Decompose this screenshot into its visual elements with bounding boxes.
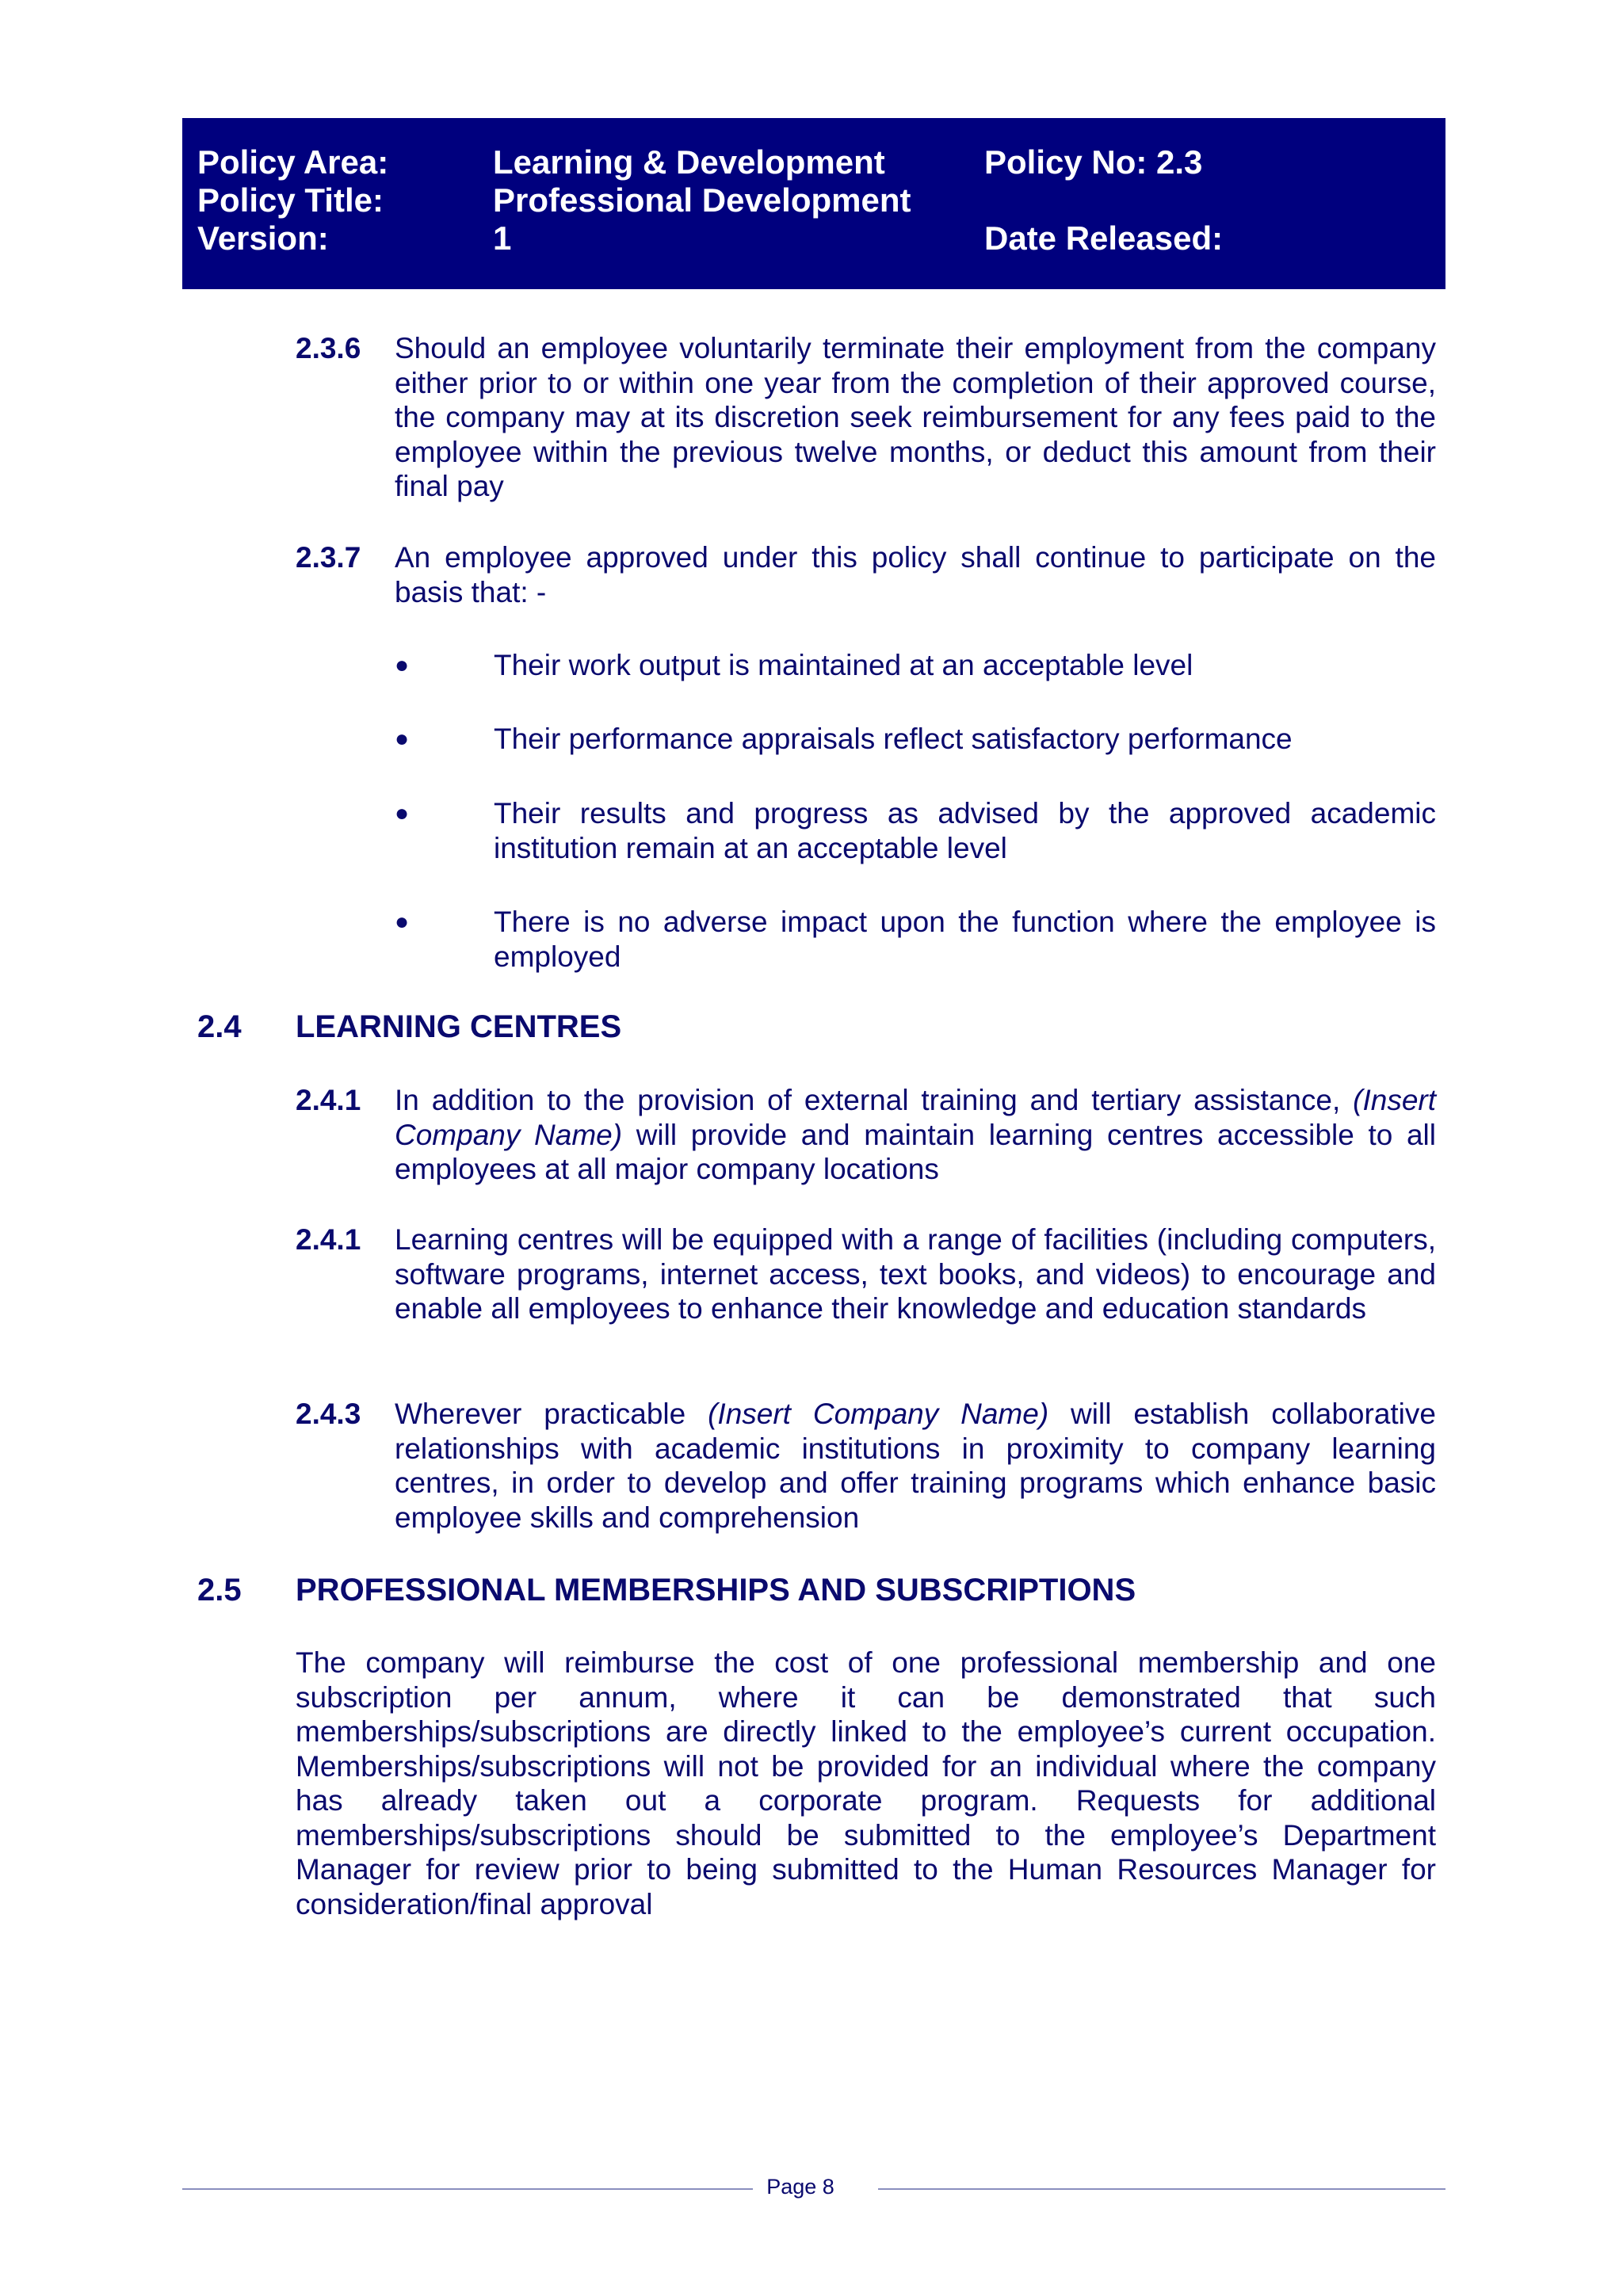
section-number-2-4: 2.4: [197, 1009, 242, 1044]
policy-area-value: Learning & Development: [493, 143, 885, 181]
policy-title-value: Professional Development: [493, 181, 911, 219]
clause-number-2-3-6: 2.3.6: [296, 332, 361, 364]
header-row-area: [182, 143, 1445, 181]
section-2-5-text: The company will reimburse the cost of one professional membership and one subscription per annum, where it can be demonstrated that such memberships/subscriptions are directly linked to the employee’s current occupation. Memberships/subscriptions will not be provided for an individual where the company has already taken out a corporate program. Requests for additional memberships/subscriptions should be submitted to the employee’s Department Manager for review prior to being submitted to the Human Resources Manager for consideration/final approval: [296, 1646, 1436, 1920]
bullet-dot: ●: [395, 726, 410, 752]
date-released-label: Date Released:: [984, 219, 1224, 257]
clause-text-part: In addition to the provision of external training and tertiary assistance,: [395, 1084, 1354, 1116]
footer-rule-right: [878, 2188, 1445, 2190]
clause-2-4-3-text: [395, 1397, 1436, 1535]
clause-2-4-1-second-text: Learning centres will be equipped with a range of facilities (including computers, software programs, internet access, text books, and videos) to encourage and enable all employees to enhance their knowledge and education standards: [395, 1223, 1436, 1325]
footer-rule-left: [182, 2188, 753, 2190]
clause-number-2-4-3: 2.4.3: [296, 1398, 361, 1430]
clause-number-2-3-7: 2.3.7: [296, 541, 361, 574]
policy-header: [182, 118, 1445, 289]
section-number-2-5: 2.5: [197, 1573, 242, 1608]
policy-number: Policy No: 2.3: [984, 143, 1203, 181]
bullet-item-4: There is no adverse impact upon the function where the employee is employed: [494, 906, 1436, 973]
clause-2-3-6-text: Should an employee voluntarily terminate their employment from the company either prior to or within one year from the completion of their approved course, the company may at its discretion seek reimbursement for any fees paid to the employee within the previous twelve months, or deduct this amount from their final pay: [395, 332, 1436, 502]
bullet-item-2: Their performance appraisals reflect satisfactory performance: [494, 723, 1293, 755]
bullet-dot: ●: [395, 800, 410, 826]
policy-area-label: Policy Area:: [197, 143, 389, 181]
clause-number-2-4-1: 2.4.1: [296, 1084, 361, 1116]
placeholder-company-name: (Insert Company Name): [395, 1084, 1436, 1151]
bullet-dot: ●: [395, 652, 410, 678]
bullet-item-3: Their results and progress as advised by the approved academic institution remain at an acceptable level: [494, 797, 1436, 864]
header-row-version: [182, 219, 1445, 257]
clause-text-part: will establish collaborative relationships with academic institutions in proximity to company learning centres, in order to develop and offer training programs which enhance basic employee skills and comprehension: [395, 1398, 1436, 1534]
clause-2-3-7-text: An employee approved under this policy shall continue to participate on the basis that: -: [395, 541, 1436, 608]
bullet-item-1: Their work output is maintained at an acceptable level: [494, 649, 1193, 681]
header-row-title: [182, 181, 1445, 219]
policy-title-label: Policy Title:: [197, 181, 384, 219]
section-title-learning-centres: LEARNING CENTRES: [296, 1009, 622, 1044]
clause-2-4-1-text: [395, 1083, 1436, 1187]
version-value: 1: [493, 219, 512, 257]
bullet-dot: ●: [395, 909, 410, 935]
clause-text-part: Wherever practicable: [395, 1398, 708, 1430]
page-number: Page 8: [766, 2175, 834, 2199]
clause-number-2-4-1-second: 2.4.1: [296, 1223, 361, 1256]
clause-text-part: will provide and maintain learning centres accessible to all employees at all major company locations: [395, 1118, 1436, 1185]
section-title-memberships: PROFESSIONAL MEMBERSHIPS AND SUBSCRIPTIONS: [296, 1573, 1136, 1608]
version-label: Version:: [197, 219, 329, 257]
placeholder-company-name: (Insert Company Name): [708, 1398, 1049, 1430]
